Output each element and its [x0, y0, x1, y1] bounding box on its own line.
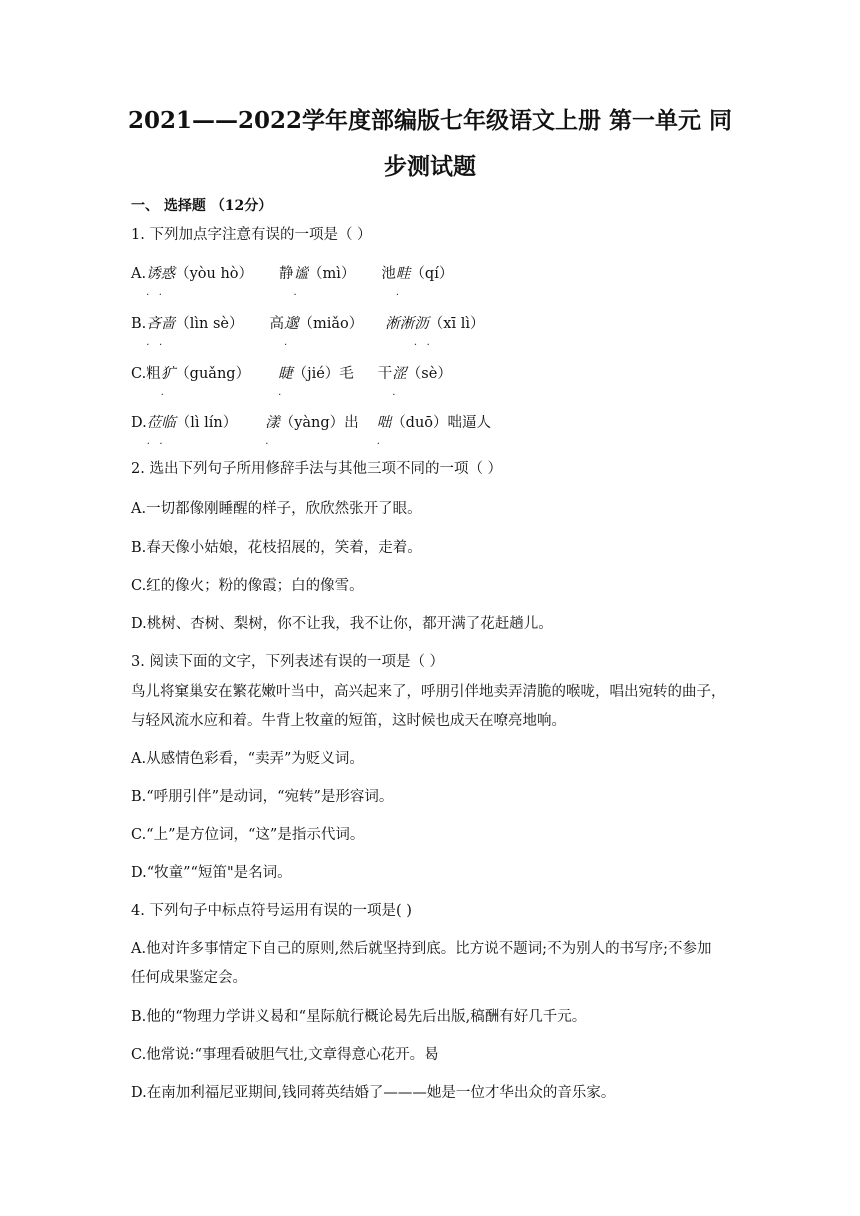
- q3-passage-line1: 鸟儿将窠巢安在繁花嫩叶当中，高兴起来了，呼朋引伴地卖弄清脆的喉咙，唱出宛转的曲子，: [131, 684, 726, 700]
- pinyin: （mì）: [308, 266, 356, 282]
- pinyin: （qí）: [410, 266, 454, 282]
- q2-option-b: B.春天像小姑娘，花枝招展的，笑着，走着。: [131, 540, 422, 556]
- word-part: 池: [381, 266, 396, 282]
- q3-option-b: B.“呼朋引伴”是动词，“宛转”是形容词。: [131, 789, 394, 805]
- dotted-word: 咄 ·: [376, 415, 392, 450]
- pinyin: （miǎo）: [298, 316, 364, 332]
- word-part: 静: [279, 266, 294, 282]
- q4-option-b: B.他的“物理力学讲义曷和“星际航行概论曷先后出版,稿酬有好几千元。: [131, 1009, 587, 1025]
- q4-option-a-line2: 任何成果鉴定会。: [131, 970, 247, 986]
- pinyin: （sè）: [406, 366, 452, 382]
- word-part: 干: [377, 366, 393, 382]
- q2-option-a: A.一切都像刚睡醒的样子，欣欣然张开了眼。: [131, 501, 422, 517]
- dotted-word: 犷 ·: [160, 366, 176, 401]
- pinyin: （yòu hò）: [175, 266, 254, 282]
- q1-option-a: [131, 266, 454, 301]
- pinyin: （guǎng）: [175, 366, 251, 382]
- document-title-line1: 2021——2022学年度部编版七年级语文上册 第一单元 同: [127, 107, 733, 134]
- option-letter: C.粗: [131, 366, 161, 382]
- q2-stem: 2. 选出下列句子所用修辞手法与其他三项不同的一项（ ）: [131, 461, 503, 477]
- dotted-word: 睫 ·: [278, 366, 293, 401]
- dotted-word: 淅淅沥 · ·: [385, 316, 430, 351]
- q4-option-d: D.在南加利福尼亚期间,钱同蒋英结婚了———她是一位才华出众的音乐家。: [131, 1085, 616, 1101]
- option-letter: B.: [131, 316, 147, 332]
- dotted-word: 畦 ·: [395, 266, 411, 301]
- q1-option-b: [131, 316, 485, 351]
- dotted-word: 诱惑 · ·: [146, 266, 176, 301]
- pinyin: （duō）咄逼人: [391, 415, 492, 431]
- dotted-word: 邈 ·: [284, 316, 299, 351]
- q3-option-d: D.“牧童”“短笛"是名词。: [131, 865, 292, 881]
- dotted-word: 涩 ·: [392, 366, 407, 401]
- q3-option-c: C.“上”是方位词，“这”是指示代词。: [131, 827, 365, 843]
- pinyin: （lìn sè）: [175, 316, 244, 332]
- option-letter: D.: [131, 415, 147, 431]
- dotted-word: 谧 ·: [293, 266, 309, 301]
- dotted-word: 吝啬 · ·: [146, 316, 176, 351]
- q1-option-d: [131, 415, 492, 450]
- q3-option-a: A.从感情色彩看，“卖弄”为贬义词。: [131, 751, 364, 767]
- dotted-word: 漾 ·: [265, 415, 280, 450]
- pinyin: （xī lì）: [428, 316, 485, 332]
- q2-option-d: D.桃树、杏树、梨树，你不让我，我不让你，都开满了花赶趟儿。: [131, 616, 553, 632]
- q4-option-c: C.他常说:“事理看破胆气壮,文章得意心花开。曷: [131, 1047, 439, 1063]
- q3-passage-line2: 与轻风流水应和着。牛背上牧童的短笛，这时候也成天在嘹亮地响。: [131, 713, 566, 729]
- pinyin: （lì lín）: [175, 415, 238, 431]
- q3-stem: 3. 阅读下面的文字，下列表述有误的一项是（ ）: [131, 654, 445, 670]
- q1-stem: 1. 下列加点字注意有误的一项是（ ）: [131, 227, 372, 243]
- option-letter: A.: [131, 266, 147, 282]
- q4-stem: 4. 下列句子中标点符号运用有误的一项是( ): [131, 903, 412, 919]
- pinyin: （yàng）出: [279, 415, 359, 431]
- dotted-word: 莅临 · ·: [146, 415, 176, 450]
- section-heading: 一、 选择题 （12分）: [131, 198, 273, 214]
- q4-option-a-line1: A.他对许多事情定下自己的原则,然后就坚持到底。比方说不题词;不为别人的书写序;不参加: [131, 941, 712, 957]
- word-part: 高: [269, 316, 285, 332]
- q1-option-c: [131, 366, 452, 401]
- pinyin: （jié）毛: [292, 366, 354, 382]
- document-title-line2: 步测试题: [384, 153, 476, 180]
- q2-option-c: C.红的像火；粉的像霞；白的像雪。: [131, 578, 364, 594]
